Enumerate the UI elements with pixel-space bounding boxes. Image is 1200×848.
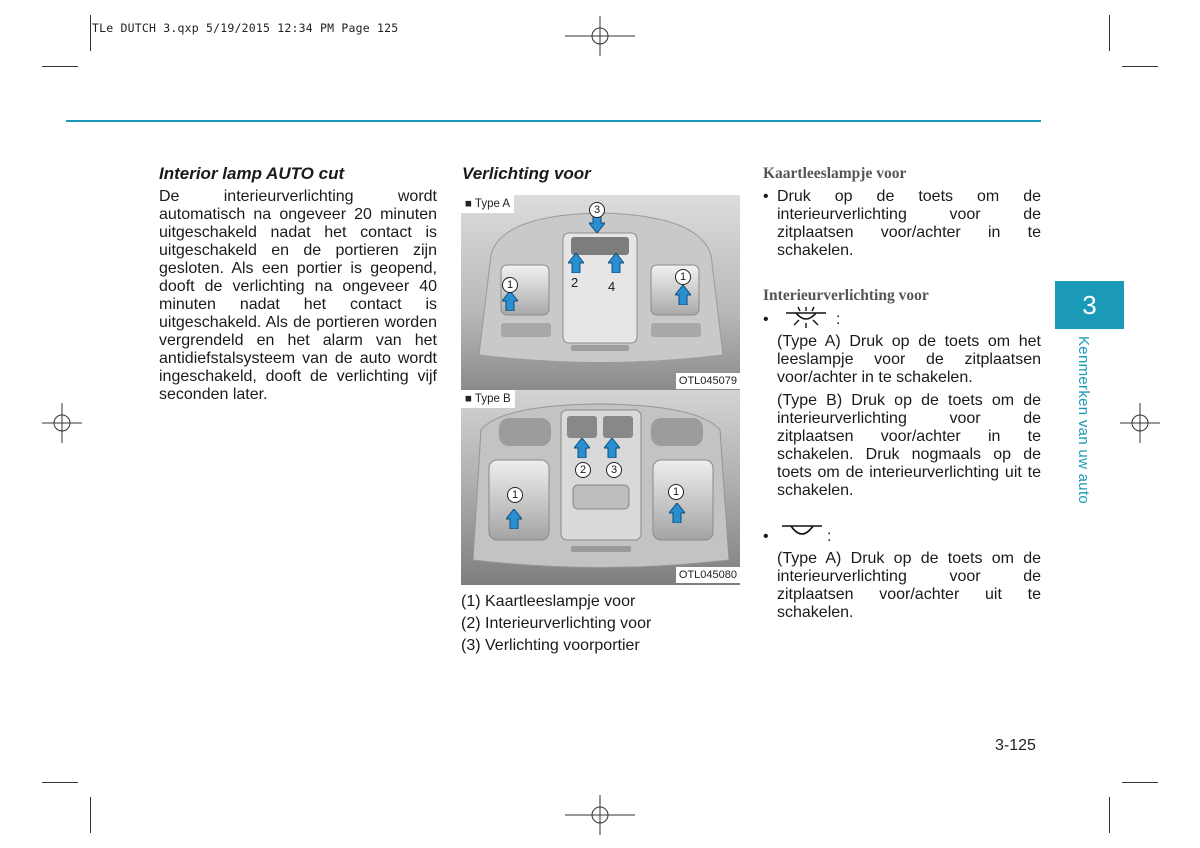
auto-cut-paragraph: De interieurverlichting wordt automatisch na ongeveer 20 minuten uitgeschakeld nadat het contact is uitgeschakeld en de portieren zijn gesloten. Als een portier is geopend, dooft de verlichting na ongeveer 40 minuten nadat het contact is uitgeschakeld. Als de portieren worden vergrendeld en het alarm van het antidiefstalsysteem van de auto wordt ingeschakeld, dooft de verlichting vijf seconden later. <box>159 188 437 403</box>
arrow-icon <box>568 253 584 273</box>
arrow-icon <box>574 438 590 458</box>
crop-mark <box>42 66 78 67</box>
type-a-off-paragraph: (Type A) Druk op de toets om de interieurverlichting voor de zitplaatsen voor/achter uit te schakelen. <box>777 550 1041 621</box>
figure-captions <box>461 591 651 657</box>
callout-4: 4 <box>608 279 616 294</box>
arrow-icon <box>506 509 522 529</box>
figure-a-type-label: ■ Type A <box>461 195 514 213</box>
lamp-on-icon <box>784 305 828 329</box>
bullet-on-colon: : <box>836 311 841 328</box>
heading-interior-lamp-auto-cut: Interior lamp AUTO cut <box>159 164 345 183</box>
type-b-on-paragraph: (Type B) Druk op de toets om de interieurverlichting voor de zitplaatsen voor/achter in te schakelen. Druk nogmaals op de toets om de interieurverlichting uit te schakelen. <box>777 392 1041 499</box>
bullet: • <box>763 188 769 205</box>
callout-3: 3 <box>606 462 622 478</box>
figure-b-code: OTL045080 <box>676 567 740 583</box>
caption-item: (2) Interieurverlichting voor <box>461 615 652 632</box>
callout-2: 2 <box>575 462 591 478</box>
file-info: TLe DUTCH 3.qxp 5/19/2015 12:34 PM Page 125 <box>92 21 399 35</box>
caption-item: (1) Kaartleeslampje voor <box>461 593 636 610</box>
bullet-off-colon: : <box>827 528 832 545</box>
crop-mark <box>90 15 91 51</box>
arrow-icon <box>604 438 620 458</box>
page-number: 3-125 <box>995 737 1036 754</box>
crop-mark <box>1109 797 1110 833</box>
crop-mark <box>1109 15 1110 51</box>
registration-mark-icon <box>565 795 635 835</box>
registration-mark-icon <box>565 16 635 56</box>
heading-verlichting-voor: Verlichting voor <box>462 164 591 183</box>
caption-item: (3) Verlichting voorportier <box>461 637 640 654</box>
registration-mark-icon <box>42 403 82 443</box>
figure-b-type-label: ■ Type B <box>461 390 515 408</box>
registration-mark-icon <box>1120 403 1160 443</box>
arrow-icon <box>502 291 518 311</box>
arrow-icon <box>675 285 691 305</box>
crop-mark <box>42 782 78 783</box>
heading-kaartleeslampje-voor: Kaartleeslampje voor <box>763 165 907 182</box>
bullet: • <box>763 311 769 328</box>
overhead-console-illustration <box>461 390 740 585</box>
crop-mark <box>1122 782 1158 783</box>
crop-mark <box>1122 66 1158 67</box>
arrow-icon <box>608 253 624 273</box>
callout-2: 2 <box>571 275 579 290</box>
figure-type-b <box>461 390 740 585</box>
heading-interieurverlichting-voor: Interieurverlichting voor <box>763 287 929 304</box>
type-a-on-paragraph: (Type A) Druk op de toets om het leeslampje voor de zitplaatsen voor/achter in te schakelen. <box>777 333 1041 386</box>
figure-type-a <box>461 195 740 391</box>
callout-1: 1 <box>668 484 684 500</box>
callout-1: 1 <box>507 487 523 503</box>
bullet: • <box>763 528 769 545</box>
kaartleeslampje-paragraph: Druk op de toets om de interieurverlichting voor de zitplaatsen voor/achter in te schakelen. <box>777 188 1041 259</box>
chapter-number-tab: 3 <box>1055 281 1124 329</box>
figure-a-code: OTL045079 <box>676 373 740 389</box>
callout-1: 1 <box>675 269 691 285</box>
callout-1: 1 <box>502 277 518 293</box>
lamp-off-icon <box>780 522 824 542</box>
crop-mark <box>90 797 91 833</box>
arrow-icon <box>669 503 685 523</box>
chapter-title: Kenmerken van uw auto <box>1075 336 1092 505</box>
top-rule <box>66 120 1041 122</box>
callout-3: 3 <box>589 202 605 218</box>
